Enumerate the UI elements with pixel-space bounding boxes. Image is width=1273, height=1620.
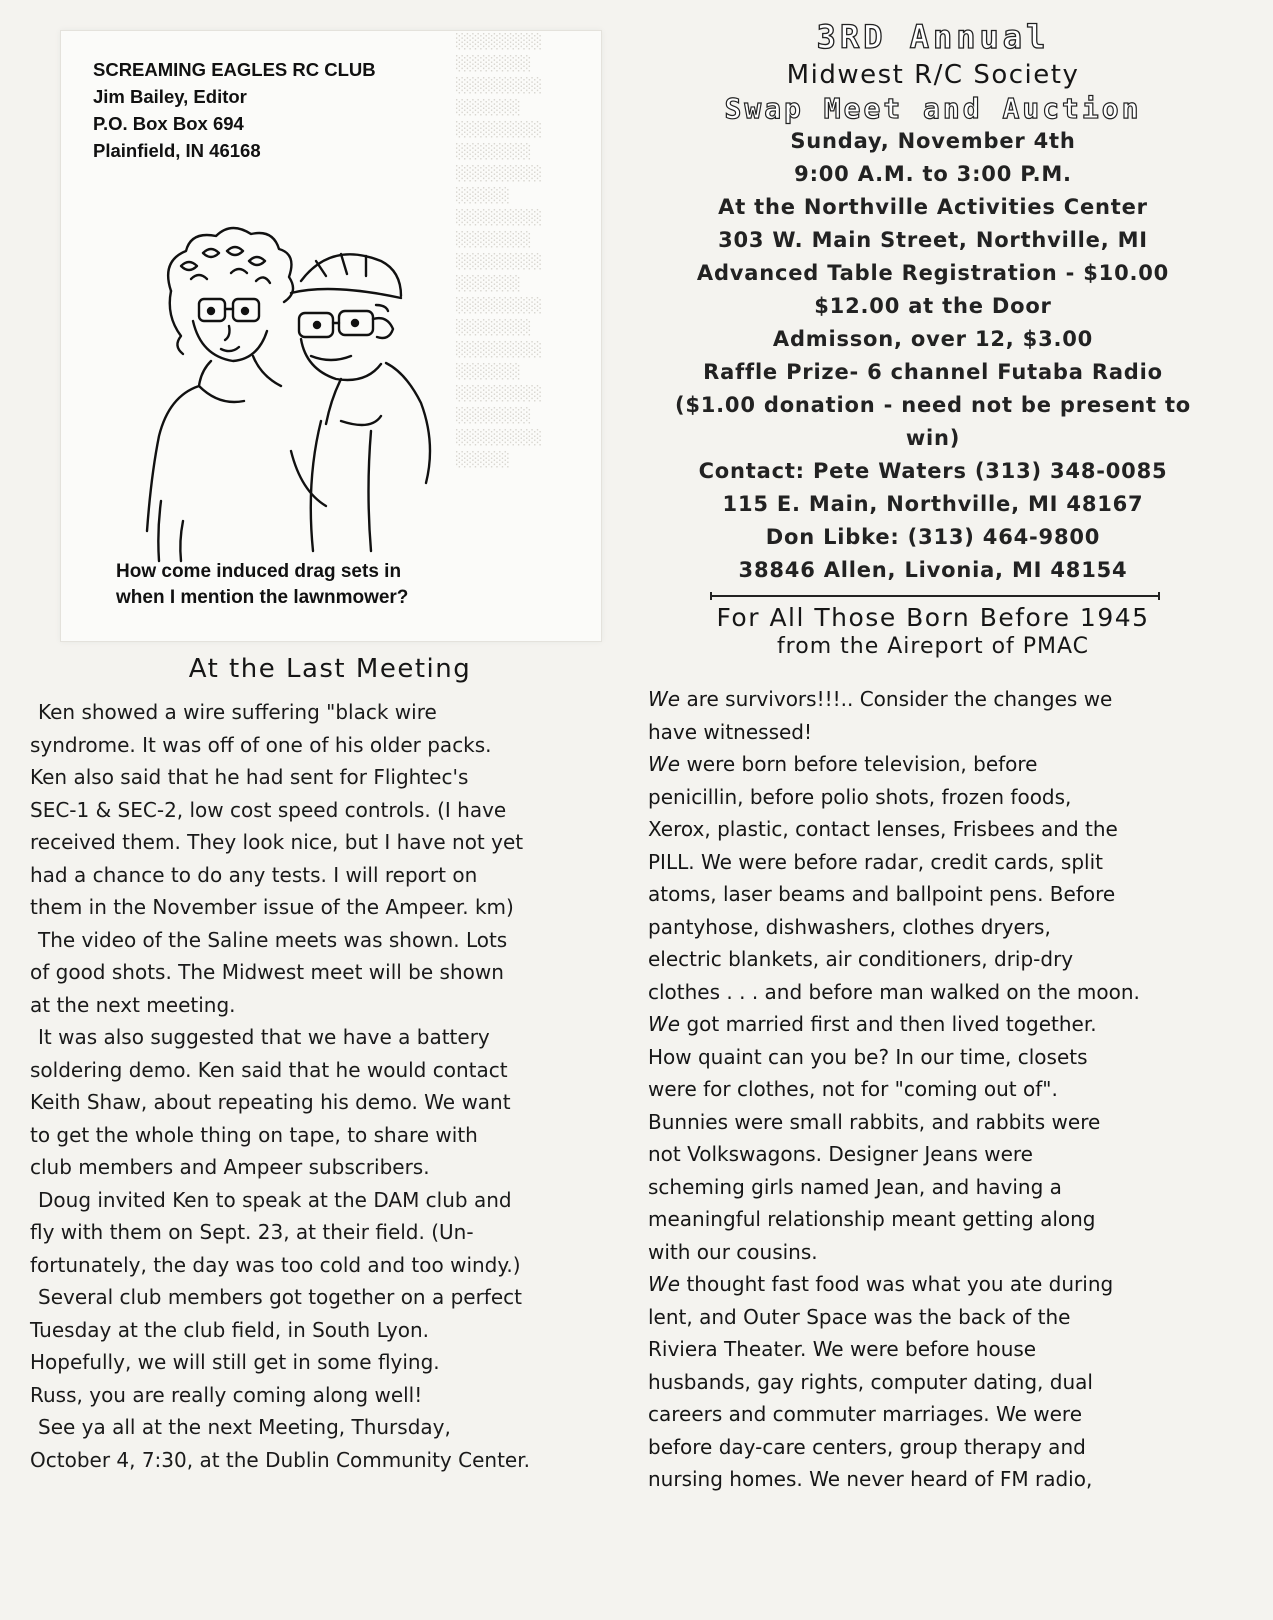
text-line [648,1301,1218,1334]
text-line: fortunately, the day was too cold and too windy.) [30,1252,521,1277]
woman-figure [147,228,293,561]
text-line [648,1203,1218,1236]
text-line [648,878,1218,911]
text-line: Russ, you are really coming along well! [30,1382,423,1407]
text-line: October 4, 7:30, at the Dublin Community Center. [30,1447,530,1472]
text-line: SEC-1 & SEC-2, low cost speed controls. (I have [30,797,507,822]
event-line: 303 W. Main Street, Northville, MI [718,228,1148,252]
right-article-body [648,683,1218,1496]
text-line: Keith Shaw, about repeating his demo. We want [30,1090,511,1114]
text-line [648,813,1218,846]
text-line: of good shots. The Midwest meet will be shown [30,960,504,984]
cartoon-illustration [141,221,441,581]
event-organizer: Midwest R/C Society [786,60,1080,90]
line-text: scheming girls named Jean, and having a [648,1174,1062,1199]
left-article-title: At the Last Meeting [188,654,472,684]
text-line [648,1138,1218,1171]
line-text: husbands, gay rights, computer dating, dual [648,1369,1093,1394]
text-line [648,716,1218,749]
line-text: pantyhose, dishwashers, clothes dryers, [648,914,1051,939]
event-line: At the Northville Activities Center [718,195,1148,219]
text-line: Tuesday at the club field, in South Lyon. [30,1317,429,1342]
city-line: Plainfield, IN 46168 [93,140,261,161]
line-text: got married first and then lived together. [680,1012,1097,1036]
emphasis-we: We [648,752,681,776]
line-text: were for clothes, not for "coming out of". [648,1077,1058,1101]
editor-line: Jim Bailey, Editor [93,86,247,107]
text-line: fly with them on Sept. 23, at their field. (Un- [30,1220,474,1244]
line-text: lent, and Outer Space was the back of the [648,1304,1071,1329]
cartoon-caption [116,559,408,611]
text-line: club members and Ampeer subscribers. [30,1155,430,1179]
left-column [30,30,620,1476]
right-article-title: For All Those Born Before 1945 [716,603,1150,632]
line-text: penicillin, before polio shots, frozen foods, [648,784,1072,809]
event-line: 9:00 A.M. to 3:00 P.M. [794,162,1072,186]
caption-line-1: How come induced drag sets in [116,561,402,582]
line-text: PILL. We were before radar, credit cards, split [648,849,1103,874]
line-text: careers and commuter marriages. We were [648,1402,1083,1426]
right-column [648,18,1218,1496]
line-text: were born before television, before [680,752,1038,776]
line-text: Bunnies were small rabbits, and rabbits were [648,1109,1101,1134]
po-box-line: P.O. Box Box 694 [93,113,244,134]
text-line: soldering demo. Ken said that he would contact [30,1057,508,1082]
event-line: Contact: Pete Waters (313) 348-0085 [698,459,1168,483]
line-text: clothes . . . and before man walked on the moon. [648,979,1140,1004]
line-text: electric blankets, air conditioners, drip-dry [648,947,1074,971]
line-text: before day-care centers, group therapy and [648,1434,1086,1459]
text-line [648,1236,1218,1269]
caption-line-2: when I mention the lawnmower? [116,587,409,608]
text-line: It was also suggested that we have a battery [38,1025,490,1049]
text-line [648,781,1218,814]
text-line [648,1333,1218,1366]
line-text: meaningful relationship meant getting along [648,1207,1096,1231]
event-line: Don Libke: (313) 464-9800 [765,525,1101,549]
text-line: them in the November issue of the Ampeer. km) [30,895,514,919]
text-line: at the next meeting. [30,992,236,1017]
event-line: Raffle Prize- 6 channel Futaba Radio [703,360,1163,384]
text-line [648,976,1218,1009]
event-annual-heading: 3RD Annual [816,18,1050,56]
cartoon-box [60,30,602,642]
text-line [648,1398,1218,1431]
event-line: $12.00 at the Door [814,294,1052,318]
line-text: with our cousins. [648,1239,818,1264]
text-line [648,1106,1218,1139]
event-line: ($1.00 donation - need not be present to [674,393,1192,417]
text-line: received them. They look nice, but I have not yet [30,830,524,854]
event-line: Advanced Table Registration - $10.00 [696,261,1170,285]
left-article-body [30,696,620,1476]
event-line: 115 E. Main, Northville, MI 48167 [722,492,1144,516]
text-line: The video of the Saline meets was shown. Lots [38,927,508,952]
text-line: Several club members got together on a perfect [38,1285,522,1309]
event-line: Admisson, over 12, $3.00 [772,327,1094,351]
emphasis-we: We [648,1272,681,1296]
text-line [648,1463,1218,1496]
man-figure [291,254,430,551]
event-details [648,125,1218,587]
text-line [648,1431,1218,1464]
line-text: not Volkswagons. Designer Jeans were [648,1142,1033,1166]
text-line: Ken also said that he had sent for Flightec's [30,765,469,789]
text-line [648,1171,1218,1204]
text-line [648,943,1218,976]
text-line: Doug invited Ken to speak at the DAM club and [38,1187,512,1212]
line-text: atoms, laser beams and ballpoint pens. Before [648,882,1116,906]
text-line: See ya all at the next Meeting, Thursday, [38,1415,451,1439]
text-line: Hopefully, we will still get in some flying. [30,1350,440,1374]
text-line [648,1008,1218,1041]
right-article-subtitle: from the Aireport of PMAC [776,634,1090,659]
text-line [648,1268,1218,1301]
line-text: Xerox, plastic, contact lenses, Frisbees and the [648,817,1118,841]
text-line: to get the whole thing on tape, to share with [30,1122,478,1147]
event-line: win) [905,426,961,450]
text-line [648,846,1218,879]
event-line: Sunday, November 4th [790,129,1076,153]
event-title: Swap Meet and Auction [724,92,1142,125]
text-line [648,1041,1218,1074]
club-name: SCREAMING EAGLES RC CLUB [93,59,376,80]
bleed-through-texture: ░░░░░░░░ ░░░░░░░ ░░░░░░░░ ░░░░░░ ░░░░░░░░ ░░░░░░░ ░░░░░░░░ ░░░░░ ░░░░░░░░ ░░░░░░░ ░░░░░░░░ ░░░░░░ ░░░░░░░░ ░░░░░░░ ░░░░░░░░ ░░░░░░ ░░░░░░░░ ░░░░░░░ ░░░░░░░░ ░░░░░ [456,34,543,468]
line-text: Riviera Theater. We were before house [648,1337,1037,1361]
text-line [648,748,1218,781]
emphasis-we: We [648,1012,681,1036]
line-text: are survivors!!!.. Consider the changes we [680,687,1113,711]
text-line: Ken showed a wire suffering "black wire [38,700,437,724]
club-address-block [93,56,376,164]
line-text: How quaint can you be? In our time, closets [648,1044,1088,1069]
text-line [648,1073,1218,1106]
text-line: syndrome. It was off of one of his older packs. [30,732,492,757]
line-text: thought fast food was what you ate during [680,1272,1114,1296]
text-line: had a chance to do any tests. I will report on [30,862,478,887]
text-line [648,683,1218,716]
event-line: 38846 Allen, Livonia, MI 48154 [738,558,1128,582]
text-line [648,1366,1218,1399]
divider-rule [710,595,1160,597]
text-line [648,911,1218,944]
line-text: nursing homes. We never heard of FM radio, [648,1467,1093,1491]
emphasis-we: We [648,687,681,711]
line-text: have witnessed! [648,719,813,744]
